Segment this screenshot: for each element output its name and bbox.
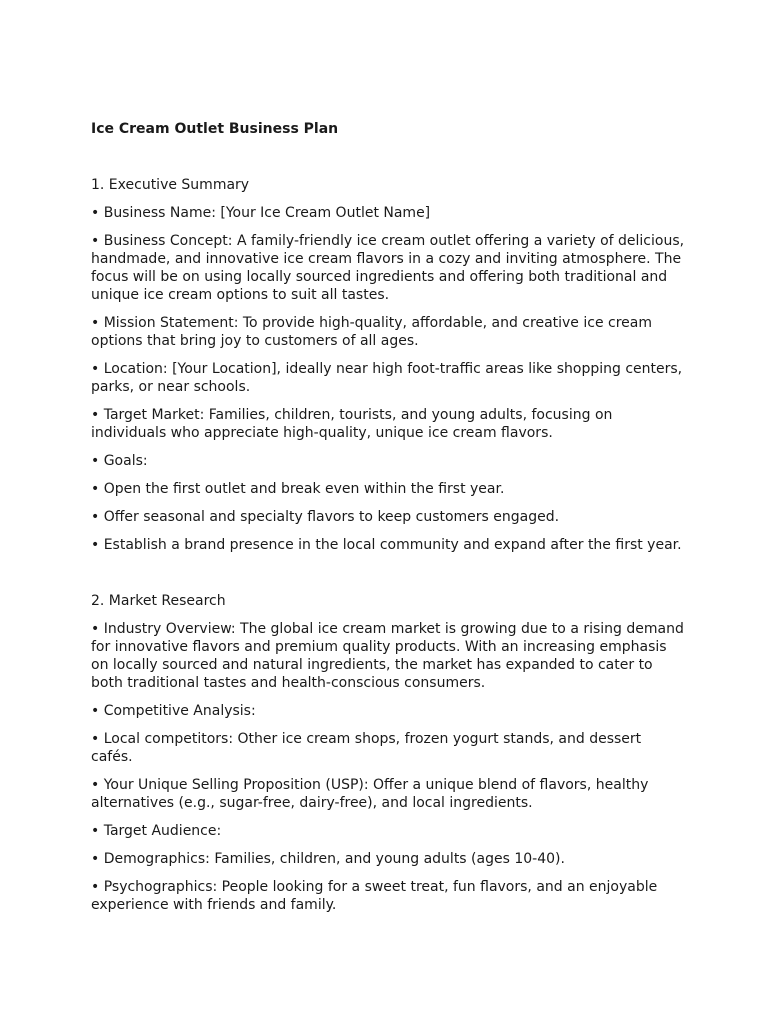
paragraph: • Offer seasonal and specialty flavors to keep customers engaged. <box>91 509 560 525</box>
paragraph: • Mission Statement: To provide high-quality, affordable, and creative ice cream options that bring joy to customers of all ages. <box>91 315 652 349</box>
paragraph: • Psychographics: People looking for a sweet treat, fun flavors, and an enjoyable experience with friends and family. <box>91 879 658 913</box>
document-page <box>91 120 685 914</box>
paragraph: • Business Concept: A family-friendly ice cream outlet offering a variety of delicious, handmade, and innovative ice cream flavors in a cozy and inviting atmosphere. The focus will be on using locally sourced ingredients and offering both traditional and unique ice cream options to suit all tastes. <box>91 233 685 303</box>
paragraph: • Demographics: Families, children, and young adults (ages 10-40). <box>91 851 565 867</box>
paragraph: • Goals: <box>91 453 148 469</box>
paragraph: • Your Unique Selling Proposition (USP): Offer a unique blend of flavors, healthy alternatives (e.g., sugar-free, dairy-free), and local ingredients. <box>91 777 649 811</box>
section-heading: 1. Executive Summary <box>91 177 250 193</box>
section-market-research <box>91 592 685 914</box>
paragraph: • Establish a brand presence in the local community and expand after the first year. <box>91 537 682 553</box>
paragraph: • Target Market: Families, children, tourists, and young adults, focusing on individuals who appreciate high-quality, unique ice cream flavors. <box>91 407 613 441</box>
paragraph: • Competitive Analysis: <box>91 703 256 719</box>
paragraph: • Business Name: [Your Ice Cream Outlet Name] <box>91 205 431 221</box>
paragraph: • Target Audience: <box>91 823 222 839</box>
paragraph: • Location: [Your Location], ideally near high foot-traffic areas like shopping centers, parks, or near schools. <box>91 361 683 395</box>
paragraph: • Open the first outlet and break even within the first year. <box>91 481 505 497</box>
document-title: Ice Cream Outlet Business Plan <box>91 121 339 137</box>
section-executive-summary <box>91 176 685 554</box>
section-heading: 2. Market Research <box>91 593 226 609</box>
paragraph: • Industry Overview: The global ice cream market is growing due to a rising demand for innovative flavors and premium quality products. With an increasing emphasis on locally sourced and natural ingredients, the market has expanded to cater to both traditional tastes and health-conscious consumers. <box>91 621 684 691</box>
paragraph: • Local competitors: Other ice cream shops, frozen yogurt stands, and dessert cafés. <box>91 731 642 765</box>
